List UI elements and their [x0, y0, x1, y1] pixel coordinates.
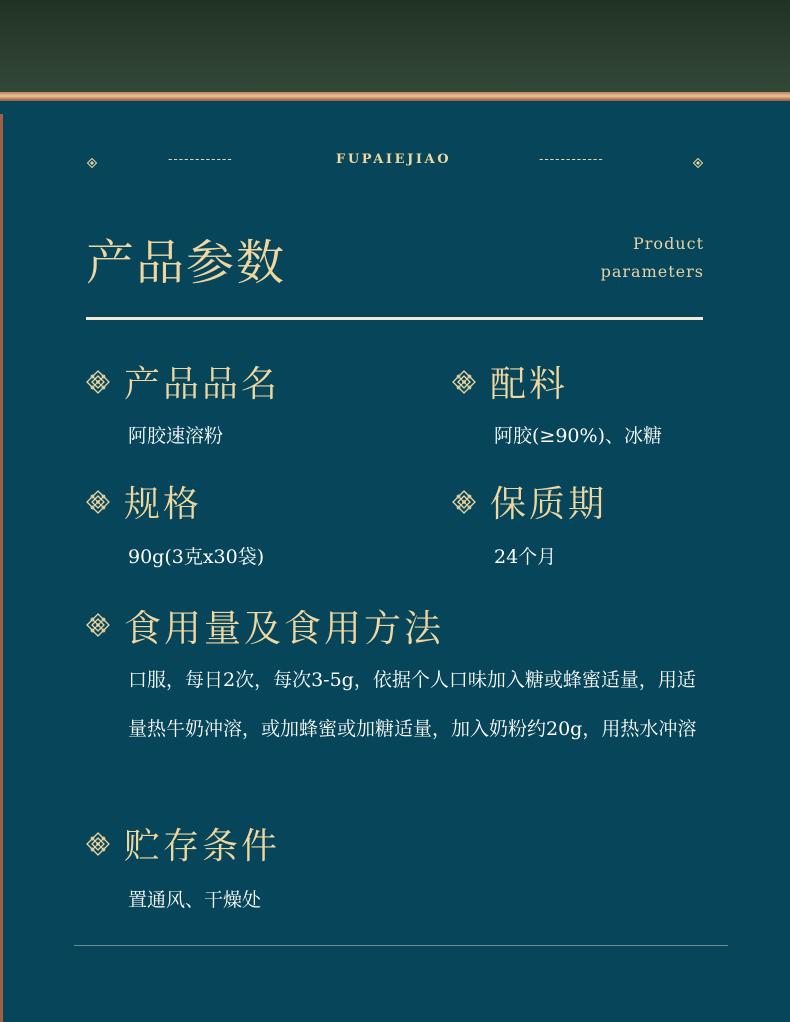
lattice-diamond-icon	[452, 370, 476, 394]
lattice-diamond-icon	[86, 490, 110, 514]
lattice-diamond-icon	[86, 613, 110, 637]
section-label: 食用量及食用方法	[124, 607, 444, 650]
shelf-life-value: 24个月	[494, 546, 557, 568]
storage-value: 置通风、干燥处	[128, 889, 262, 911]
page-subtitle	[601, 230, 704, 286]
copper-rail	[0, 92, 790, 101]
section-spec	[86, 476, 202, 527]
lattice-diamond-icon	[86, 370, 110, 394]
section-product-name	[86, 356, 280, 407]
spec-value: 90g(3克x30袋)	[128, 546, 265, 568]
brand-name: FUPAIEJIAO	[336, 152, 452, 167]
section-ingredients	[452, 356, 568, 407]
small-diamond-icon	[87, 158, 97, 168]
section-label: 保质期	[490, 484, 608, 525]
section-storage	[86, 818, 280, 869]
small-diamond-icon	[693, 158, 703, 168]
brand-row	[0, 152, 790, 172]
subtitle-line-1: Product	[633, 234, 704, 253]
top-photo-band	[0, 0, 790, 92]
lattice-diamond-icon	[452, 490, 476, 514]
section-usage	[86, 598, 444, 652]
subtitle-line-2: parameters	[600, 262, 704, 281]
left-edge-accent	[0, 114, 3, 1022]
ingredients-value: 阿胶(≥90%)、冰糖	[494, 425, 662, 447]
lattice-diamond-icon	[86, 832, 110, 856]
section-label: 贮存条件	[124, 826, 281, 867]
brand-dash-right: ------------	[539, 152, 604, 167]
usage-value: 口服，每日2次，每次3-5g，依据个人口味加入糖或蜂蜜适量，用适量热牛奶冲溶，或加蜂蜜或加糖适量，加入奶粉约20g，用热水冲溶	[128, 669, 697, 740]
page-title: 产品参数	[86, 235, 287, 291]
brand-dash-left: ------------	[168, 152, 233, 167]
section-shelf-life	[452, 476, 607, 527]
section-label: 规格	[124, 484, 203, 525]
title-divider	[86, 317, 703, 320]
product-name-value: 阿胶速溶粉	[128, 425, 224, 447]
section-label: 配料	[490, 364, 569, 405]
section-label: 产品品名	[124, 364, 281, 405]
bottom-divider	[74, 945, 728, 946]
